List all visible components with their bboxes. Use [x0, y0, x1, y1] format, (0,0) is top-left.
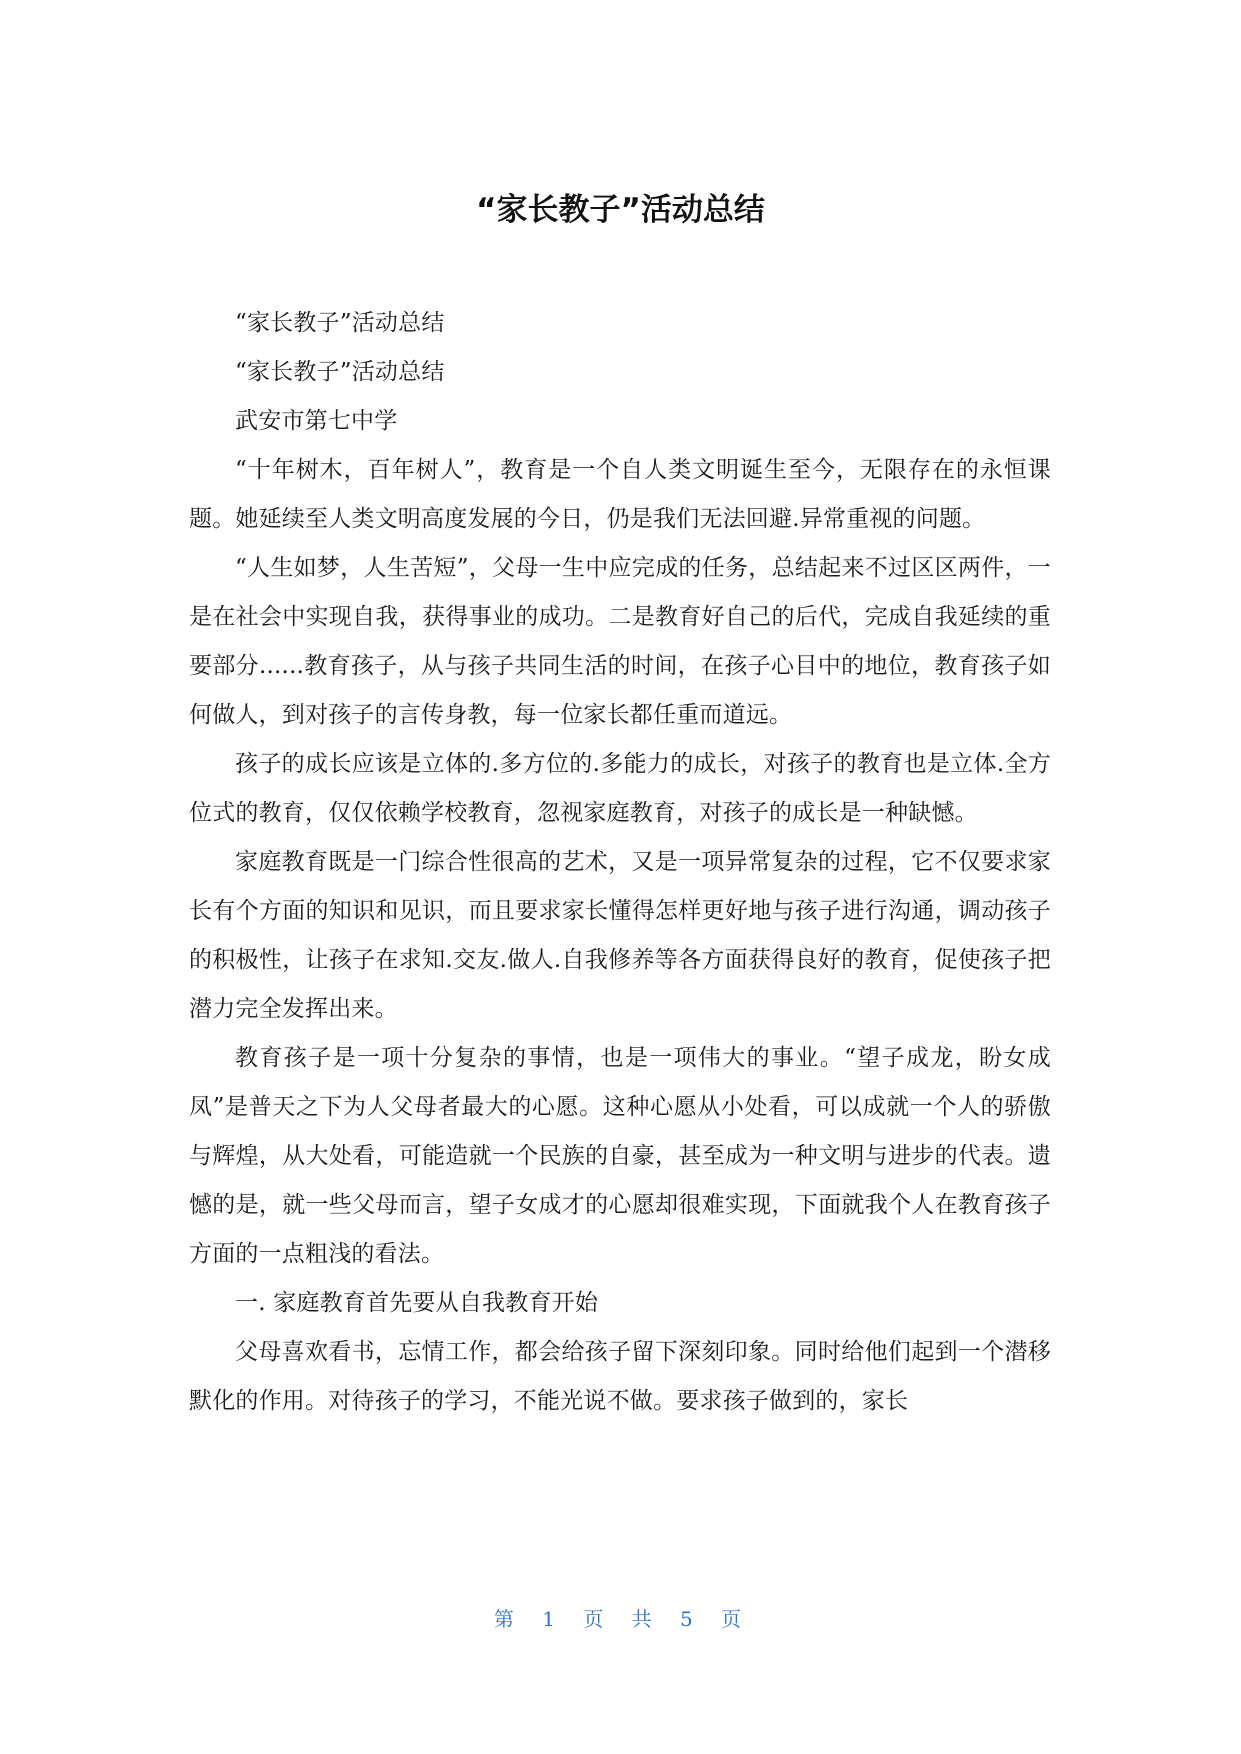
- section-heading: 一. 家庭教育首先要从自我教育开始: [235, 1290, 599, 1316]
- paragraph: “家长教子”活动总结: [235, 359, 445, 385]
- paragraph: 武安市第七中学: [235, 408, 398, 434]
- page-number-footer: 第 1 页 共 5 页: [493, 1607, 748, 1631]
- document-body: [189, 299, 1051, 1426]
- paragraph: 父母喜欢看书，忘情工作，都会给孩子留下深刻印象。同时给他们起到一个潜移默化的作用。对待孩子的学习，不能光说不做。要求孩子做到的，家长: [189, 1339, 1051, 1414]
- paragraph: 教育孩子是一项十分复杂的事情，也是一项伟大的事业。“望子成龙，盼女成凤”是普天之下为人父母者最大的心愿。这种心愿从小处看，可以成就一个人的骄傲与辉煌，从大处看，可能造就一个民族的自豪，甚至成为一种文明与进步的代表。遗憾的是，就一些父母而言，望子女成才的心愿却很难实现，下面就我个人在教育孩子方面的一点粗浅的看法。: [189, 1045, 1051, 1267]
- paragraph: 家庭教育既是一门综合性很高的艺术，又是一项异常复杂的过程，它不仅要求家长有个方面的知识和见识，而且要求家长懂得怎样更好地与孩子进行沟通，调动孩子的积极性，让孩子在求知.交友.做人.自我修养等各方面获得良好的教育，促使孩子把潜力完全发挥出来。: [189, 849, 1051, 1022]
- document-title: “家长教子”活动总结: [476, 192, 765, 228]
- paragraph: “家长教子”活动总结: [235, 310, 445, 336]
- paragraph: “人生如梦，人生苦短”，父母一生中应完成的任务，总结起来不过区区两件，一是在社会中实现自我，获得事业的成功。二是教育好自己的后代，完成自我延续的重要部分......教育孩子，从与孩子共同生活的时间，在孩子心目中的地位，教育孩子如何做人，到对孩子的言传身教，每一位家长都任重而道远。: [189, 555, 1051, 728]
- paragraph: 孩子的成长应该是立体的.多方位的.多能力的成长，对孩子的教育也是立体.全方位式的教育，仅仅依赖学校教育，忽视家庭教育，对孩子的成长是一种缺憾。: [189, 751, 1051, 826]
- paragraph: “十年树木，百年树人”，教育是一个自人类文明诞生至今，无限存在的永恒课题。她延续至人类文明高度发展的今日，仍是我们无法回避.异常重视的问题。: [189, 457, 1051, 532]
